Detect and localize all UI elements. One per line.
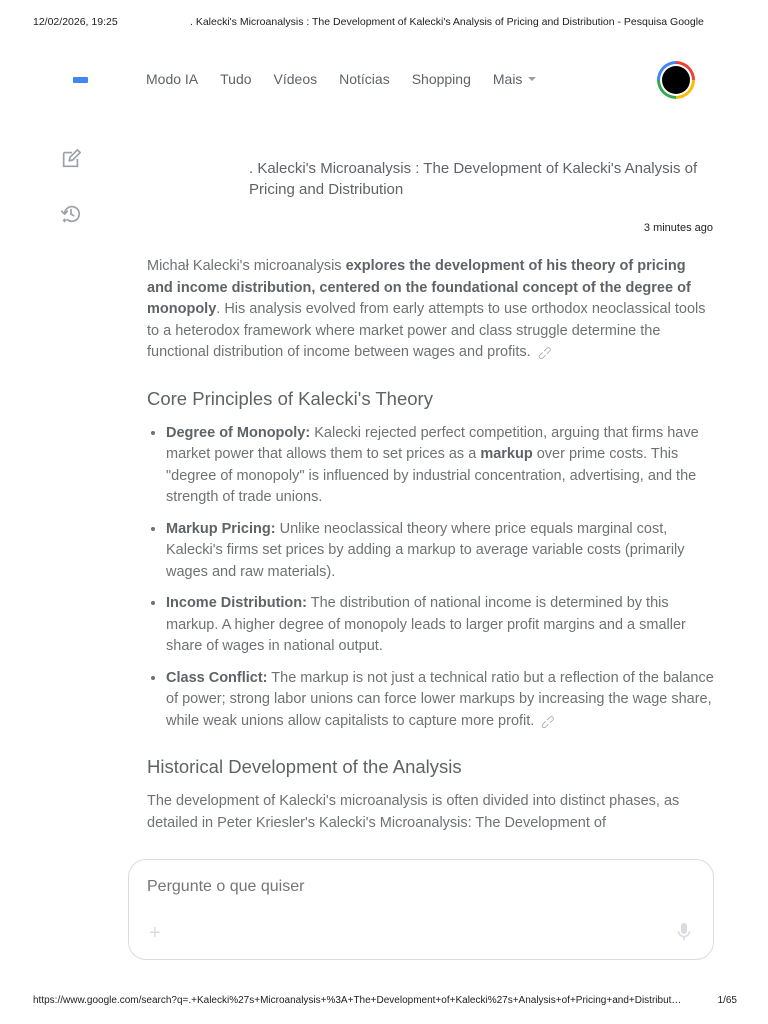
intro-text-bold: explores the development of his theory of pricing and income distribution, centered on the foundational concept of the degree of monopoly	[147, 258, 691, 317]
history-button[interactable]	[60, 203, 82, 225]
account-avatar[interactable]	[657, 61, 695, 99]
prompt-fade	[128, 838, 714, 860]
tab-more[interactable]	[493, 71, 537, 87]
ai-answer	[147, 256, 714, 834]
bullet-text: Unlike neoclassical theory where price equals marginal cost, Kalecki's firms set prices by adding a markup to average variable costs (primarily wages and raw materials).	[166, 520, 685, 580]
bullet-bold: markup	[480, 446, 533, 462]
history-icon	[60, 203, 82, 225]
bullet-term: Income Distribution:	[166, 595, 307, 611]
link-icon[interactable]: ⊂⊃	[535, 343, 555, 364]
list-item	[166, 423, 714, 509]
intro-paragraph	[147, 256, 714, 365]
tab-news[interactable]: Notícias	[339, 71, 390, 87]
print-url: https://www.google.com/search?q=.+Kalecki%27s+Microanalysis+%3A+The+Development+of+Kalecki%27s+Analysis+of+Pricing+and+Distribut…	[33, 995, 682, 1006]
tab-all[interactable]: Tudo	[220, 71, 252, 87]
google-logo[interactable]	[73, 77, 88, 83]
list-item	[166, 668, 714, 734]
search-tabs	[146, 71, 558, 87]
principles-list	[147, 423, 714, 734]
section-heading: Core Principles of Kalecki's Theory	[147, 387, 433, 409]
mic-icon[interactable]	[677, 922, 691, 942]
bullet-text: The markup is not just a technical ratio but a reflection of the balance of power; strong labor unions can force lower markups by increasing the wage share, while weak unions allow capitalists to capture more profit.	[166, 669, 714, 729]
tab-videos[interactable]: Vídeos	[273, 71, 318, 87]
link-icon[interactable]: ⊂⊃	[538, 712, 559, 732]
response-timestamp: 3 minutes ago	[643, 222, 713, 234]
bullet-term: Degree of Monopoly:	[166, 424, 311, 441]
edit-icon	[60, 148, 82, 170]
plus-icon[interactable]: +	[149, 922, 161, 944]
list-item	[166, 593, 714, 658]
intro-text-start: Michał Kalecki's microanalysis	[147, 258, 346, 274]
history-paragraph: The development of Kalecki's microanalysis is often divided into distinct phases, as detailed in Peter Kriesler's Kalecki's Microanalysis: The Development of	[147, 793, 680, 831]
tab-more-label: Mais	[492, 71, 523, 87]
bullet-term: Class Conflict:	[166, 669, 268, 686]
tab-shopping[interactable]: Shopping	[411, 71, 471, 87]
print-page-title: . Kalecki's Microanalysis : The Development of Kalecki's Analysis of Pricing and Distribution - Pesquisa Google	[190, 16, 704, 28]
print-page-number: 1/65	[717, 995, 737, 1006]
print-date: 12/02/2026, 19:25	[33, 16, 118, 28]
new-chat-button[interactable]	[60, 148, 82, 170]
caret-down-icon	[528, 77, 536, 81]
avatar-image	[662, 66, 690, 94]
bullet-text: The distribution of national income is determined by this markup. A higher degree of monopoly leads to larger profit margins and a smaller share of wages in national output.	[166, 595, 686, 654]
prompt-box	[128, 859, 714, 960]
bullet-term: Markup Pricing:	[166, 520, 276, 537]
bullet-text: Kalecki rejected perfect competition, arguing that firms have market power that allows them to set prices as a	[166, 424, 699, 462]
intro-text-end: . His analysis evolved from early attempts to use orthodox neoclassical tools to a heterodox framework where market power and class struggle determine the functional distribution of income between wages and profits.	[147, 301, 706, 360]
query-title: . Kalecki's Microanalysis : The Development of Kalecki's Analysis of Pricing and Distribution	[249, 160, 698, 198]
bullet-text: over prime costs. This "degree of monopoly" is influenced by industrial concentration, advertising, and the strength of trade unions.	[166, 446, 697, 505]
list-item	[166, 519, 714, 584]
print-header	[0, 16, 768, 32]
prompt-input[interactable]	[147, 878, 667, 896]
tab-ai-mode[interactable]: Modo IA	[146, 71, 199, 87]
section-heading: Historical Development of the Analysis	[147, 756, 462, 777]
